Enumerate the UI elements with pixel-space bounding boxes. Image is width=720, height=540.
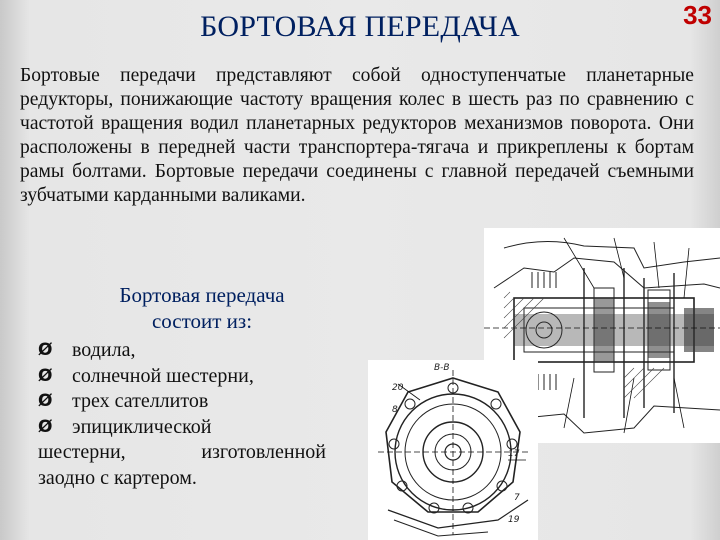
page-number: 33 <box>683 0 712 30</box>
parts-heading-line2: состоит из: <box>151 309 253 333</box>
list-item <box>38 415 326 441</box>
list-item-label: трех сателлитов <box>72 390 209 412</box>
list-item-label: водила, <box>72 339 136 361</box>
list-item-label: эпициклической <box>72 415 212 438</box>
parts-list <box>38 338 326 491</box>
arrow-bullet-icon: Ø <box>38 340 53 360</box>
list-item-continuation: шестерни, изготовленной <box>38 441 326 463</box>
callout-17: 17 <box>508 449 520 459</box>
arrow-bullet-icon: Ø <box>38 416 53 437</box>
parts-heading-line1: Бортовая передача <box>119 283 285 307</box>
arrow-bullet-icon: Ø <box>38 391 53 411</box>
list-item-label: солнечной шестерни, <box>72 364 254 387</box>
callout-20: 20 <box>392 383 404 393</box>
list-item <box>38 389 326 415</box>
list-item <box>38 364 326 390</box>
callout-7: 7 <box>514 493 520 503</box>
callout-8: 8 <box>392 405 398 415</box>
arrow-bullet-icon: Ø <box>38 365 53 386</box>
list-item-continuation: заодно с картером. <box>38 466 197 489</box>
section-label: В-В <box>434 363 450 373</box>
list-item <box>38 338 326 364</box>
callout-19: 19 <box>508 515 520 525</box>
parts-heading <box>68 282 336 334</box>
gearbox-end-view-drawing <box>368 360 538 540</box>
intro-paragraph: Бортовые передачи представляют собой одноступенчатые планетарные редукторы, понижающие частоту вращения колес в шесть раз по сравнению с частотой вращения водил планетарных редукторов механизмов поворота. Они расположены в передней части транспортера-тягача и прикреплены к бортам рамы болтами. Бортовые передачи соединены с главной передачей съемными зубчатыми карданными валиками. <box>20 65 694 206</box>
slide-title: БОРТОВАЯ ПЕРЕДАЧА <box>200 10 520 43</box>
